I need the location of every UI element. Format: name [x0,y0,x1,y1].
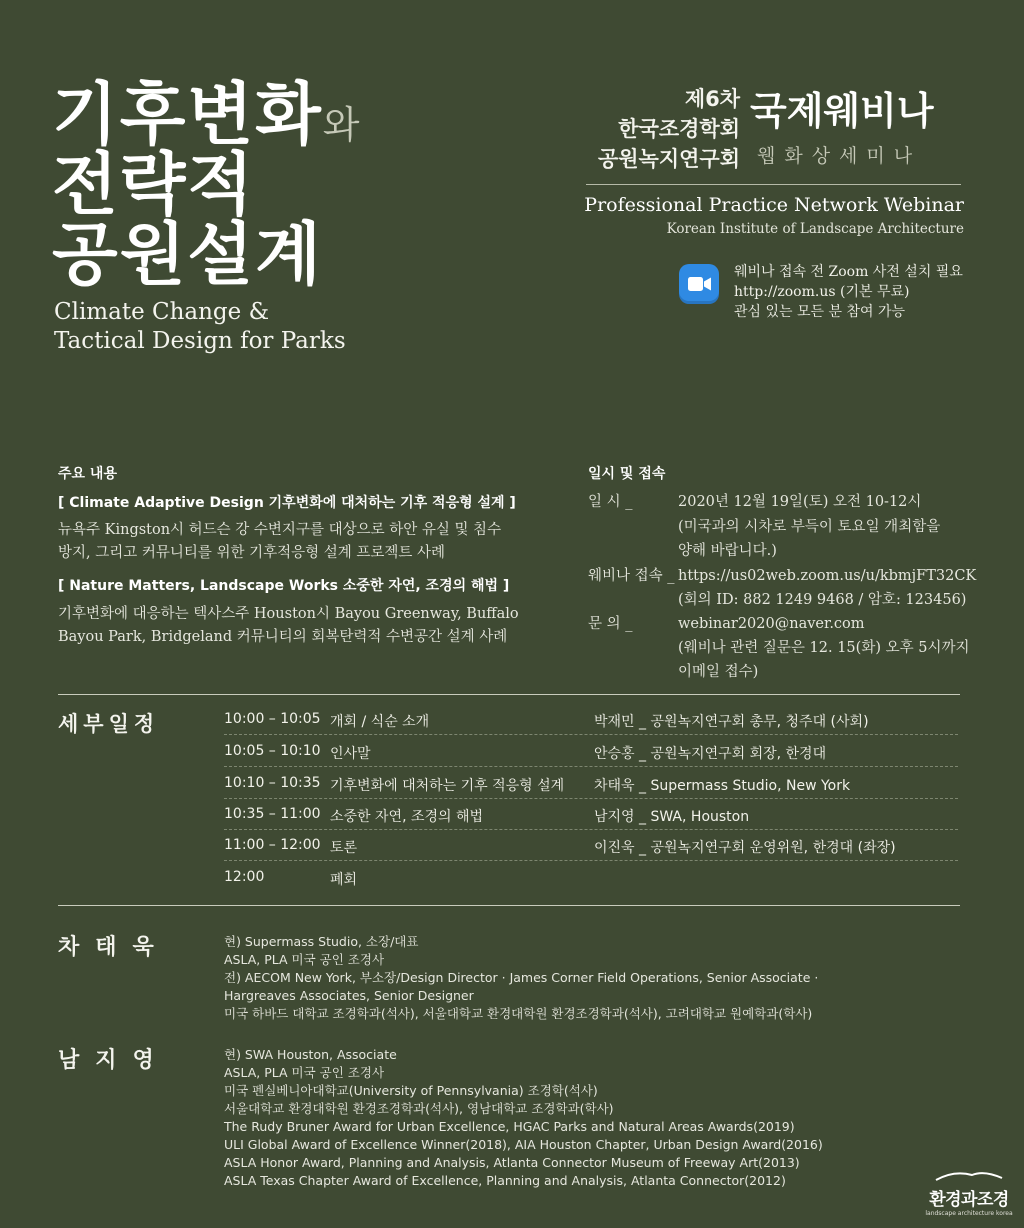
mountain-arc-icon [934,1169,1004,1181]
bio-line: 서울대학교 환경대학원 환경조경학과(석사), 영남대학교 조경학과(학사) [224,1101,614,1116]
schedule-heading: 세부일정 [58,712,160,736]
webinar-row [588,565,976,588]
schedule-title: 폐회 [330,872,358,888]
date-note-line-1: (미국과의 시차로 부득이 토요일 개최함을 [678,519,941,535]
schedule-speaker: 안승홍 _ 공원녹지연구회 회장, 한경대 [594,746,827,762]
schedule-row [224,767,958,799]
zoom-link-text: http://zoom.us (기본 무료) [734,284,910,300]
schedule-time: 11:00 – 12:00 [224,837,321,853]
ppn-title: Professional Practice Network Webinar [584,194,964,216]
title-line-3: 공원설계 [52,216,323,295]
organizer-name-2: 공원녹지연구회 [597,147,740,171]
title-main-text: 기후변화 [52,76,323,155]
date-label: 일 시 _ [588,494,633,510]
header-divider [586,184,961,185]
contact-note-line-1: (웨비나 관련 질문은 12. 15(화) 오후 5시까지 [678,640,970,656]
bio-line: ASLA Texas Chapter Award of Excellence, Planning and Analysis, Atlanta Connector(2012) [224,1173,786,1188]
zoom-camera-icon [679,264,719,304]
schedule-row [224,735,958,767]
bio-line: ASLA, PLA 미국 공인 조경사 [224,1065,385,1080]
schedule-row [224,829,958,861]
schedule-time: 12:00 [224,869,265,885]
topic-1-description [58,519,501,565]
bio-line: 현) Supermass Studio, 소장/대표 [224,934,419,949]
schedule-title: 인사말 [330,746,371,762]
speaker-1-name: 차태욱 [58,935,170,960]
contact-note [678,636,969,684]
schedule-bottom-divider [58,905,960,906]
date-note-line-2: 양해 바랍니다.) [678,543,777,559]
title-line-2: 전략적 [52,146,256,225]
bio-line: ASLA Honor Award, Planning and Analysis, Atlanta Connector Museum of Freeway Art(2013) [224,1155,800,1170]
logo-title: 환경과조경 [929,1190,1009,1210]
organizer-block [560,84,740,174]
date-note [678,515,940,563]
schedule-time: 10:00 – 10:05 [224,711,321,727]
schedule-title: 기후변화에 대처하는 기후 적응형 설계 [330,778,565,794]
ppn-subtitle: Korean Institute of Landscape Architecture [666,221,964,237]
info-heading: 일시 및 접속 [588,466,666,482]
topic-2-description [58,603,519,649]
schedule-speaker: 남지영 _ SWA, Houston [594,809,750,825]
bio-line: The Rudy Bruner Award for Urban Excellence, HGAC Parks and Natural Areas Awards(2019) [224,1119,795,1134]
schedule-speaker: 박재민 _ 공원녹지연구회 총무, 청주대 (사회) [594,714,869,730]
bio-line: 전) AECOM New York, 부소장/Design Director · James Corner Field Operations, Senior Associate · [224,970,819,985]
topic-2-line-2: Bayou Park, Bridgeland 커뮤니티의 회복탄력적 수변공간 설계 사례 [58,629,508,645]
main-content-heading: 주요 내용 [58,466,117,482]
contact-email[interactable]: webinar2020@naver.com [678,616,865,632]
schedule-speaker: 차태욱 _ Supermass Studio, New York [594,778,851,794]
title-suffix: 와 [322,103,360,147]
schedule-title: 토론 [330,840,358,856]
schedule-time: 10:35 – 11:00 [224,806,321,822]
english-title-line-1: Climate Change & [54,299,270,325]
topic-1-line-1: 뉴욕주 Kingston시 허드슨 강 수변지구를 대상으로 하안 유실 및 침수 [58,522,502,538]
speaker-1-bio [224,933,818,1023]
schedule-top-divider [58,694,960,695]
edition-label: 제6차 [684,87,740,111]
date-row [588,491,921,514]
webinar-link[interactable]: https://us02web.zoom.us/u/kbmjFT32CK [678,568,977,584]
topic-2-title: [ Nature Matters, Landscape Works 소중한 자연, 조경의 해법 ] [58,578,510,594]
event-title: 국제웨비나 [750,89,934,133]
schedule-row [224,861,958,892]
speaker-2-bio [224,1046,823,1190]
schedule-title: 개회 / 식순 소개 [330,714,430,730]
schedule-title: 소중한 자연, 조경의 해법 [330,809,484,825]
schedule-time: 10:10 – 10:35 [224,775,321,791]
schedule-speaker: 이진욱 _ 공원녹지연구회 운영위원, 한경대 (좌장) [594,840,896,856]
topic-1-line-2: 방지, 그리고 커뮤니티를 위한 기후적응형 설계 프로젝트 사례 [58,545,446,561]
organizer-name-1: 한국조경학회 [618,117,740,141]
schedule-row [224,798,958,830]
english-title-line-2: Tactical Design for Parks [54,328,346,354]
bio-line: 현) SWA Houston, Associate [224,1047,397,1062]
topic-1-title: [ Climate Adaptive Design 기후변화에 대처하는 기후 적응형 설계 ] [58,495,516,511]
date-value: 2020년 12월 19일(토) 오전 10-12시 [678,494,922,510]
zoom-notice-line-1: 웨비나 접속 전 Zoom 사전 설치 필요 [734,264,963,280]
title-line-1 [52,76,360,155]
bio-line: ULI Global Award of Excellence Winner(2018), AIA Houston Chapter, Urban Design Award(2016) [224,1137,823,1152]
contact-note-line-2: 이메일 접수) [678,664,759,680]
zoom-notice [734,262,963,322]
zoom-notice-line-3: 관심 있는 모든 분 참여 가능 [734,304,906,320]
contact-row [588,613,865,636]
contact-label: 문 의 _ [588,616,633,632]
topic-2-line-1: 기후변화에 대응하는 텍사스주 Houston시 Bayou Greenway, Buffalo [58,606,519,622]
publisher-logo [924,1166,1014,1217]
webinar-label: 웨비나 접속 _ [588,568,675,584]
speaker-2-name: 남지영 [58,1048,170,1073]
bio-line: Hargreaves Associates, Senior Designer [224,988,474,1003]
schedule-row [224,703,958,735]
bio-line: ASLA, PLA 미국 공인 조경사 [224,952,385,967]
english-title [54,298,346,356]
webinar-note: (회의 ID: 882 1249 9468 / 암호: 123456) [678,592,967,608]
schedule-time: 10:05 – 10:10 [224,743,321,759]
event-subtitle: 웹화상세미나 [757,145,922,167]
bio-line: 미국 하바드 대학교 조경학과(석사), 서울대학교 환경대학원 환경조경학과(석사), 고려대학교 원예학과(학사) [224,1006,813,1021]
logo-subtitle: landscape architecture korea [925,1210,1013,1217]
bio-line: 미국 펜실베니아대학교(University of Pennsylvania) 조경학(석사) [224,1083,598,1098]
